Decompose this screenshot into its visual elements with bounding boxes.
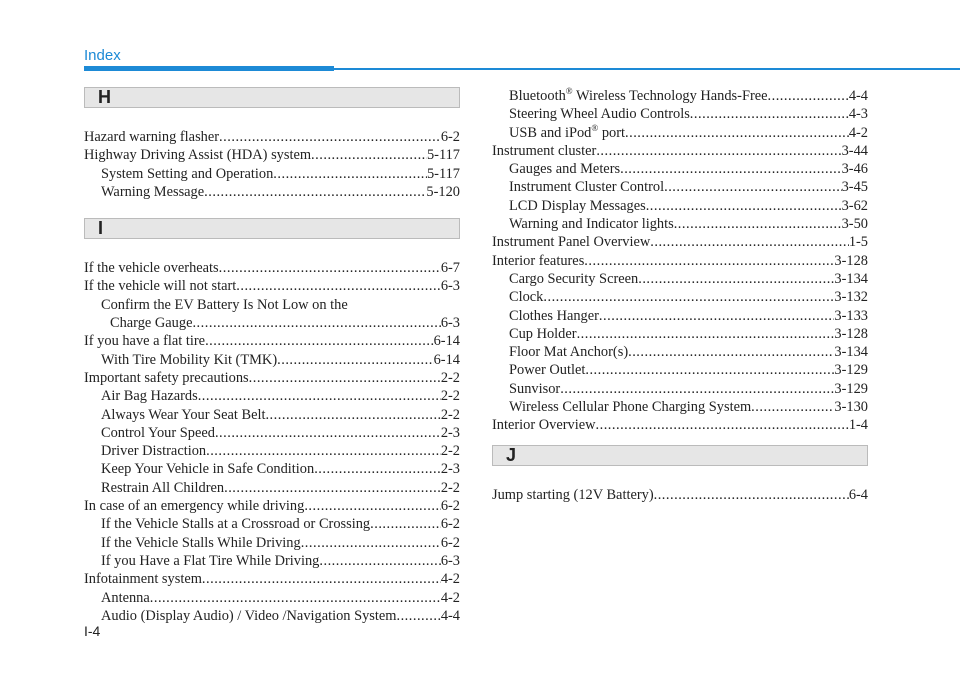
index-subentry: Bluetooth® Wireless Technology Hands-Free ..... 4-4 — [492, 87, 868, 105]
header-title: Index — [84, 47, 121, 64]
index-subentry: If you Have a Flat Tire While Driving ..... 6-3 — [84, 552, 460, 570]
index-subentry: System Setting and Operation ..... 5-117 — [84, 165, 460, 183]
index-entry: If you have a flat tire ..... 6-14 — [84, 332, 460, 350]
index-entry: Infotainment system ..... 4-2 — [84, 570, 460, 588]
index-subentry: If the Vehicle Stalls at a Crossroad or Crossing ..... 6-2 — [84, 515, 460, 533]
index-subentry: Power Outlet ..... 3-129 — [492, 361, 868, 379]
index-subentry: Steering Wheel Audio Controls ..... 4-3 — [492, 105, 868, 123]
index-subentry: Sunvisor ..... 3-129 — [492, 380, 868, 398]
index-subentry: USB and iPod® port ..... 4-2 — [492, 124, 868, 142]
index-subentry: Gauges and Meters ..... 3-46 — [492, 160, 868, 178]
index-subentry: Air Bag Hazards ..... 2-2 — [84, 387, 460, 405]
index-subentry: Cup Holder ..... 3-128 — [492, 325, 868, 343]
index-subentry: If the Vehicle Stalls While Driving ..... 6-2 — [84, 534, 460, 552]
index-entry: Jump starting (12V Battery) ..... 6-4 — [492, 486, 868, 504]
index-subentry: Clothes Hanger ..... 3-133 — [492, 307, 868, 325]
index-subentry: Control Your Speed ..... 2-3 — [84, 424, 460, 442]
index-subentry: LCD Display Messages ..... 3-62 — [492, 197, 868, 215]
index-subentry: With Tire Mobility Kit (TMK) ..... 6-14 — [84, 351, 460, 369]
index-entry: If the vehicle overheats ..... 6-7 — [84, 259, 460, 277]
index-subentry: Restrain All Children ..... 2-2 — [84, 479, 460, 497]
index-subentry-continued: Charge Gauge ..... 6-3 — [84, 314, 460, 332]
index-entry: In case of an emergency while driving ..... 6-2 — [84, 497, 460, 515]
index-subentry: Always Wear Your Seat Belt ..... 2-2 — [84, 406, 460, 424]
index-subentry: Warning and Indicator lights ..... 3-50 — [492, 215, 868, 233]
section-header-h: H — [84, 87, 460, 108]
index-entry: If the vehicle will not start ..... 6-3 — [84, 277, 460, 295]
index-subentry: Floor Mat Anchor(s) ..... 3-134 — [492, 343, 868, 361]
index-entry: Interior Overview ..... 1-4 — [492, 416, 868, 434]
index-subentry: Instrument Cluster Control ..... 3-45 — [492, 178, 868, 196]
index-entry: Important safety precautions ..... 2-2 — [84, 369, 460, 387]
header-rule — [334, 68, 960, 70]
index-entry: Interior features ..... 3-128 — [492, 252, 868, 270]
index-subentry: Antenna ..... 4-2 — [84, 589, 460, 607]
index-subentry: Keep Your Vehicle in Safe Condition ..... 2-3 — [84, 460, 460, 478]
index-entry: Highway Driving Assist (HDA) system ..... 5-117 — [84, 146, 460, 164]
index-subentry: Warning Message ..... 5-120 — [84, 183, 460, 201]
index-subentry: Cargo Security Screen ..... 3-134 — [492, 270, 868, 288]
index-subentry: Driver Distraction ..... 2-2 — [84, 442, 460, 460]
index-subentry: Audio (Display Audio) / Video /Navigation System ..... 4-4 — [84, 607, 460, 625]
index-subentry: Confirm the EV Battery Is Not Low on the — [101, 296, 348, 313]
section-header-i: I — [84, 218, 460, 239]
right-column — [492, 87, 868, 504]
index-entry: Hazard warning flasher ..... 6-2 — [84, 128, 460, 146]
index-subentry: Wireless Cellular Phone Charging System ..... 3-130 — [492, 398, 868, 416]
left-column — [84, 87, 460, 625]
section-header-j: J — [492, 445, 868, 466]
page-number: I-4 — [84, 623, 101, 639]
index-entry: Instrument cluster ..... 3-44 — [492, 142, 868, 160]
index-subentry: Clock ..... 3-132 — [492, 288, 868, 306]
header-accent-bar — [84, 66, 334, 71]
index-entry: Instrument Panel Overview ..... 1-5 — [492, 233, 868, 251]
